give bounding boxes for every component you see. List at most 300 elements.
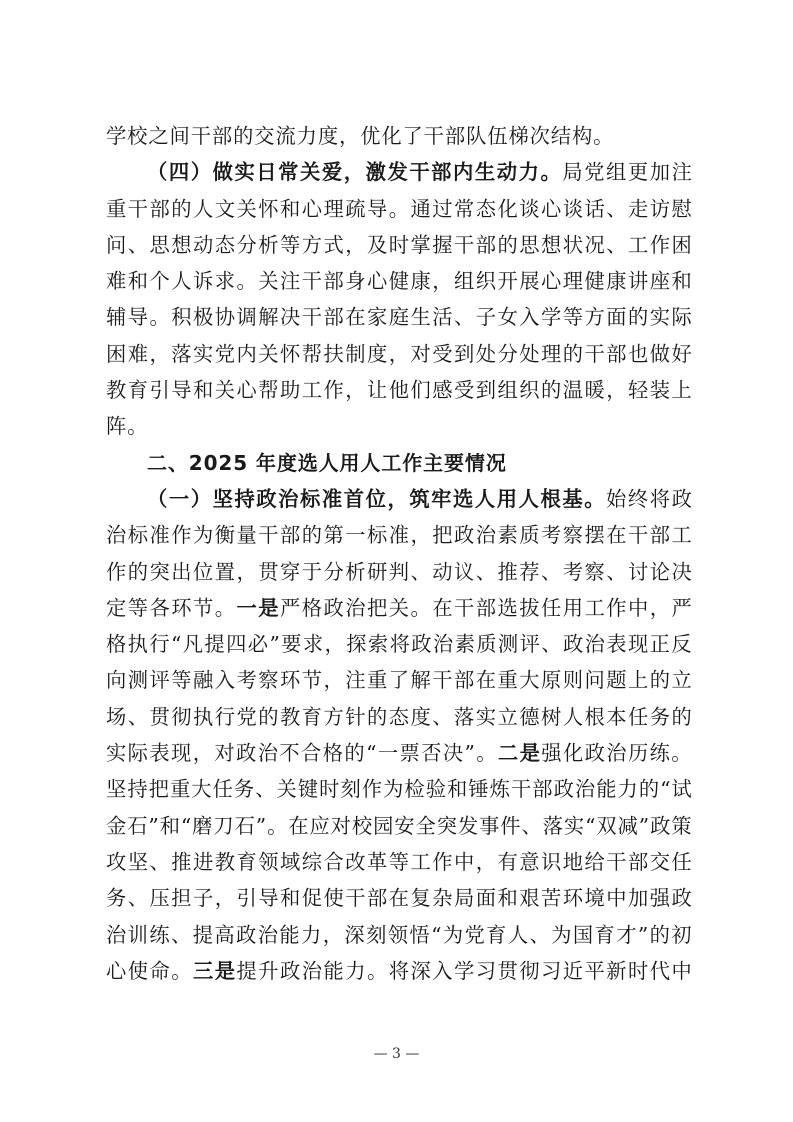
glyph: ， <box>236 559 257 584</box>
glyph: 更 <box>627 160 649 185</box>
glyph: 务 <box>233 777 255 802</box>
glyph: 导 <box>127 305 149 330</box>
glyph: 想 <box>541 232 562 257</box>
glyph: 。 <box>236 269 257 294</box>
glyph: “ <box>366 741 377 766</box>
glyph: 决 <box>442 741 464 766</box>
glyph: 平 <box>584 958 605 983</box>
glyph: 部 <box>475 595 497 620</box>
glyph: 四 <box>168 160 190 185</box>
glyph: 近 <box>562 958 584 983</box>
glyph: 初 <box>671 922 692 947</box>
glyph: 事 <box>479 813 500 838</box>
glyph: 动 <box>432 559 453 584</box>
glyph: 、 <box>432 704 453 729</box>
glyph: ， <box>432 269 453 294</box>
glyph: 受 <box>454 378 475 403</box>
glyph: 格 <box>106 632 127 657</box>
glyph: ” <box>637 922 649 947</box>
glyph: 理 <box>323 196 344 221</box>
glyph: 轻 <box>628 378 649 403</box>
glyph: 、 <box>529 922 550 947</box>
glyph: 到 <box>475 378 497 403</box>
glyph: 中 <box>606 886 627 911</box>
text-line <box>106 299 692 335</box>
glyph: 作 <box>171 523 192 548</box>
glyph: 场 <box>106 704 127 729</box>
glyph: 根 <box>584 704 605 729</box>
glyph: ， <box>322 922 344 947</box>
glyph: 代 <box>649 958 671 983</box>
glyph: 织 <box>519 378 540 403</box>
glyph: ” <box>464 741 475 766</box>
glyph: 、 <box>521 813 542 838</box>
glyph: 作 <box>106 559 127 584</box>
glyph: 提 <box>236 958 257 983</box>
glyph: 否 <box>421 741 442 766</box>
glyph: 环 <box>280 668 301 693</box>
glyph: 刻 <box>366 922 387 947</box>
glyph: 发 <box>457 813 479 838</box>
glyph: 实 <box>649 305 671 330</box>
glyph: 动 <box>496 160 518 185</box>
text-line <box>106 191 692 227</box>
glyph: 。 <box>584 486 605 511</box>
section-heading <box>106 445 692 481</box>
glyph: 领 <box>387 922 409 947</box>
glyph: 、 <box>454 305 475 330</box>
glyph: 重 <box>106 196 127 221</box>
glyph: 的 <box>649 922 670 947</box>
glyph: 、 <box>127 886 149 911</box>
glyph: 导 <box>258 886 279 911</box>
glyph: 暖 <box>584 378 605 403</box>
glyph: 导 <box>171 378 192 403</box>
glyph: 和 <box>193 378 214 403</box>
glyph: 要 <box>281 632 302 657</box>
glyph: 实 <box>234 160 255 185</box>
glyph: 实 <box>563 813 585 838</box>
glyph: 拔 <box>519 595 540 620</box>
glyph: 中 <box>454 849 475 874</box>
glyph: 干 <box>628 523 649 548</box>
glyph: 表 <box>606 632 627 657</box>
glyph: 组 <box>606 160 627 185</box>
glyph: 干 <box>432 668 453 693</box>
glyph: 树 <box>541 704 562 729</box>
glyph: 部 <box>280 523 301 548</box>
glyph: 难 <box>127 341 149 366</box>
glyph: 他 <box>388 378 410 403</box>
glyph: 访 <box>649 196 671 221</box>
glyph: 受 <box>432 341 453 366</box>
glyph: 考 <box>541 523 562 548</box>
glyph: 部 <box>532 777 553 802</box>
glyph: “ <box>171 632 182 657</box>
glyph: 作 <box>361 777 383 802</box>
glyph: 部 <box>606 341 627 366</box>
text-line: 学校之间干部的交流力度，优化了干部队伍梯次结构。 <box>106 124 615 148</box>
glyph: 质 <box>519 523 540 548</box>
glyph: 双 <box>596 813 617 838</box>
glyph: 有 <box>497 849 518 874</box>
text-line <box>106 227 692 263</box>
glyph: 。 <box>671 741 692 766</box>
glyph: 温 <box>562 378 584 403</box>
glyph: 杂 <box>432 886 453 911</box>
glyph: ） <box>190 486 212 511</box>
glyph: ， <box>192 741 213 766</box>
glyph: （ <box>147 486 168 511</box>
glyph: 育 <box>594 922 615 947</box>
glyph: 力 <box>617 777 638 802</box>
glyph: 教 <box>214 849 236 874</box>
glyph: 了 <box>388 668 410 693</box>
glyph: 在 <box>345 305 366 330</box>
glyph: 表 <box>149 741 170 766</box>
glyph: 注 <box>280 269 301 294</box>
glyph: 干 <box>345 886 366 911</box>
glyph: 度 <box>410 704 431 729</box>
glyph: 人 <box>171 269 192 294</box>
glyph: 园 <box>373 813 394 838</box>
glyph: 扶 <box>323 341 344 366</box>
glyph: “ <box>585 813 596 838</box>
glyph: 。 <box>388 196 410 221</box>
glyph: 的 <box>497 232 518 257</box>
glyph: 试 <box>671 777 692 802</box>
glyph: 部 <box>323 269 344 294</box>
glyph: 思 <box>519 232 540 257</box>
glyph: 注 <box>345 668 366 693</box>
glyph: 使 <box>127 958 149 983</box>
section-heading-text: 二、2025 年度选人用人工作主要情况 <box>147 450 507 475</box>
glyph: 分 <box>236 232 257 257</box>
glyph: 心 <box>541 196 562 221</box>
glyph: 生 <box>474 160 496 185</box>
glyph: 改 <box>345 849 366 874</box>
glyph: ） <box>190 160 212 185</box>
glyph: ， <box>345 232 366 257</box>
glyph: 文 <box>214 196 236 221</box>
glyph: 件 <box>500 813 521 838</box>
glyph: 练 <box>149 922 170 947</box>
glyph: 苦 <box>541 886 562 911</box>
glyph: 炼 <box>489 777 510 802</box>
glyph: 、 <box>541 559 562 584</box>
glyph: 质 <box>476 632 497 657</box>
glyph: 是 <box>214 958 236 983</box>
glyph: 将 <box>649 486 671 511</box>
glyph: 庭 <box>388 305 410 330</box>
glyph: 标 <box>300 486 321 511</box>
text-line <box>106 771 692 807</box>
glyph: 引 <box>149 378 170 403</box>
glyph: 工 <box>628 232 649 257</box>
document-page <box>106 118 692 989</box>
glyph: 、 <box>171 922 192 947</box>
glyph: 重 <box>169 777 191 802</box>
glyph: 把 <box>432 523 453 548</box>
glyph: 将 <box>389 632 410 657</box>
glyph: 定 <box>106 595 127 620</box>
glyph: 准 <box>388 523 410 548</box>
glyph: 政 <box>562 632 584 657</box>
glyph: 好 <box>671 341 692 366</box>
glyph: 化 <box>497 196 518 221</box>
glyph: 重 <box>367 668 388 693</box>
glyph: 中 <box>671 958 692 983</box>
glyph: 人 <box>562 704 584 729</box>
glyph: 协 <box>214 305 236 330</box>
glyph: 政 <box>671 486 692 511</box>
glyph: 强 <box>649 886 671 911</box>
glyph: 复 <box>410 886 431 911</box>
glyph: 干 <box>584 341 605 366</box>
glyph: 制 <box>345 341 366 366</box>
glyph: 持 <box>234 486 255 511</box>
text-line <box>106 735 692 771</box>
text-line: 阵。 <box>106 414 149 439</box>
glyph: 校 <box>351 813 373 838</box>
glyph: 任 <box>541 595 562 620</box>
glyph: 问 <box>584 668 605 693</box>
glyph: 处 <box>475 341 497 366</box>
glyph: 们 <box>410 378 431 403</box>
glyph: 第 <box>323 523 344 548</box>
glyph: ， <box>149 341 170 366</box>
glyph: 治 <box>432 632 454 657</box>
glyph: 帮 <box>301 341 323 366</box>
glyph: ， <box>323 668 344 693</box>
glyph: 对 <box>214 741 235 766</box>
glyph: 合 <box>301 741 322 766</box>
glyph: 治 <box>106 523 127 548</box>
glyph: 测 <box>127 668 149 693</box>
glyph: 选 <box>453 486 474 511</box>
glyph: 治 <box>574 777 596 802</box>
glyph: 疏 <box>345 196 366 221</box>
glyph: 在 <box>388 886 410 911</box>
glyph: 习 <box>541 958 562 983</box>
glyph: 部 <box>367 886 388 911</box>
glyph: 加 <box>649 160 671 185</box>
glyph: 在 <box>475 668 497 693</box>
glyph: 也 <box>628 341 649 366</box>
glyph: 贯 <box>149 704 170 729</box>
glyph: 治 <box>278 486 299 511</box>
glyph: 展 <box>519 269 540 294</box>
text-line <box>106 699 692 735</box>
glyph: 织 <box>475 269 497 294</box>
glyph: 考 <box>236 668 257 693</box>
glyph: 交 <box>649 849 671 874</box>
glyph: 工 <box>671 523 692 548</box>
glyph: 向 <box>106 668 127 693</box>
glyph: 难 <box>106 269 127 294</box>
glyph: 心 <box>236 378 257 403</box>
glyph: ， <box>214 886 236 911</box>
glyph: 的 <box>258 704 279 729</box>
glyph: 治 <box>606 741 627 766</box>
glyph: 的 <box>127 559 149 584</box>
glyph: 极 <box>193 305 214 330</box>
glyph: 大 <box>519 668 540 693</box>
glyph: 决 <box>671 559 692 584</box>
text-line <box>106 554 692 590</box>
glyph: 心 <box>541 269 562 294</box>
glyph: 干 <box>409 160 430 185</box>
glyph: 执 <box>127 632 148 657</box>
glyph: 人 <box>518 486 539 511</box>
glyph: 入 <box>432 958 453 983</box>
glyph: 。 <box>149 305 170 330</box>
glyph: 重 <box>497 668 518 693</box>
glyph: 时 <box>319 777 340 802</box>
glyph: 治 <box>301 958 323 983</box>
glyph: 的 <box>562 341 584 366</box>
glyph: 想 <box>171 232 192 257</box>
glyph: 诉 <box>193 269 214 294</box>
glyph: 让 <box>367 378 388 403</box>
glyph: 慰 <box>671 196 692 221</box>
glyph: 内 <box>236 341 257 366</box>
glyph: 坚 <box>106 777 127 802</box>
glyph: “ <box>431 922 442 947</box>
glyph: 判 <box>388 559 410 584</box>
glyph: 对 <box>330 813 351 838</box>
glyph: 任 <box>671 849 692 874</box>
glyph: 落 <box>454 704 475 729</box>
glyph: 学 <box>454 958 475 983</box>
glyph: 量 <box>236 523 257 548</box>
glyph: 及 <box>367 232 388 257</box>
glyph: ， <box>345 378 366 403</box>
glyph: 治 <box>475 523 497 548</box>
glyph: 、 <box>475 559 497 584</box>
glyph: 实 <box>193 341 214 366</box>
glyph: 人 <box>474 486 496 511</box>
glyph: 贯 <box>258 559 279 584</box>
page-number: — 3 — <box>373 1046 420 1062</box>
glyph: 治 <box>584 632 605 657</box>
glyph: 关 <box>388 595 410 620</box>
glyph: 治 <box>257 741 278 766</box>
glyph: 用 <box>496 486 518 511</box>
glyph: 评 <box>149 668 170 693</box>
glyph: 困 <box>671 232 692 257</box>
glyph: 推 <box>497 559 518 584</box>
glyph: 的 <box>638 777 660 802</box>
glyph: 一 <box>377 741 399 766</box>
glyph: 分 <box>497 341 518 366</box>
glyph: 促 <box>301 886 323 911</box>
text-line <box>106 263 692 299</box>
glyph: 标 <box>367 523 388 548</box>
glyph: ” <box>255 813 267 838</box>
glyph: 子 <box>193 886 214 911</box>
glyph: 握 <box>432 232 453 257</box>
glyph: 则 <box>562 668 584 693</box>
text-line <box>106 662 692 698</box>
glyph: 作 <box>432 849 453 874</box>
glyph: 通 <box>410 196 431 221</box>
glyph: 的 <box>344 741 365 766</box>
glyph: 准 <box>321 486 343 511</box>
glyph: 辅 <box>106 305 127 330</box>
glyph: 干 <box>258 523 279 548</box>
glyph: 和 <box>159 813 180 838</box>
glyph: 正 <box>649 632 670 657</box>
glyph: 积 <box>171 305 192 330</box>
glyph: 格 <box>301 595 323 620</box>
glyph: 式 <box>323 232 344 257</box>
glyph: 大 <box>191 777 212 802</box>
glyph: 减 <box>617 813 638 838</box>
glyph: 激 <box>365 160 386 185</box>
glyph: 做 <box>212 160 233 185</box>
glyph: 的 <box>628 305 649 330</box>
glyph: 基 <box>562 486 583 511</box>
glyph: 彻 <box>171 704 192 729</box>
glyph: 应 <box>309 813 330 838</box>
glyph: 立 <box>671 668 692 693</box>
glyph: 困 <box>106 341 127 366</box>
glyph: 政 <box>411 632 432 657</box>
glyph: 度 <box>367 341 388 366</box>
glyph: 作 <box>649 232 671 257</box>
glyph: 党 <box>584 160 605 185</box>
glyph: 察 <box>584 559 605 584</box>
glyph: ， <box>324 632 345 657</box>
glyph: 、 <box>606 196 627 221</box>
glyph: 首 <box>343 486 365 511</box>
glyph: 力 <box>518 160 539 185</box>
glyph: 摆 <box>584 523 605 548</box>
text-line <box>106 808 692 844</box>
glyph: （ <box>147 160 168 185</box>
glyph: 态 <box>475 196 497 221</box>
glyph: 加 <box>628 886 649 911</box>
glyph: 装 <box>649 378 671 403</box>
glyph: 解 <box>410 668 431 693</box>
glyph: 。 <box>367 958 388 983</box>
glyph: 穿 <box>280 559 301 584</box>
glyph: 人 <box>193 196 214 221</box>
glyph: 艰 <box>519 886 540 911</box>
glyph: 三 <box>193 958 214 983</box>
glyph: 处 <box>519 341 540 366</box>
glyph: 将 <box>388 958 410 983</box>
glyph: 等 <box>562 305 584 330</box>
glyph: 感 <box>432 378 453 403</box>
glyph: 验 <box>425 777 446 802</box>
glyph: 全 <box>415 813 436 838</box>
glyph: 一 <box>168 486 190 511</box>
glyph: 心 <box>106 958 127 983</box>
glyph: 位 <box>193 559 214 584</box>
glyph: 训 <box>127 922 148 947</box>
glyph: 关 <box>258 341 279 366</box>
glyph: 才 <box>616 922 637 947</box>
glyph: 意 <box>519 849 540 874</box>
glyph: 方 <box>584 305 605 330</box>
glyph: 各 <box>149 595 170 620</box>
glyph: 领 <box>258 849 279 874</box>
glyph: 、 <box>255 777 276 802</box>
glyph: 做 <box>649 341 671 366</box>
glyph: 准 <box>149 523 170 548</box>
